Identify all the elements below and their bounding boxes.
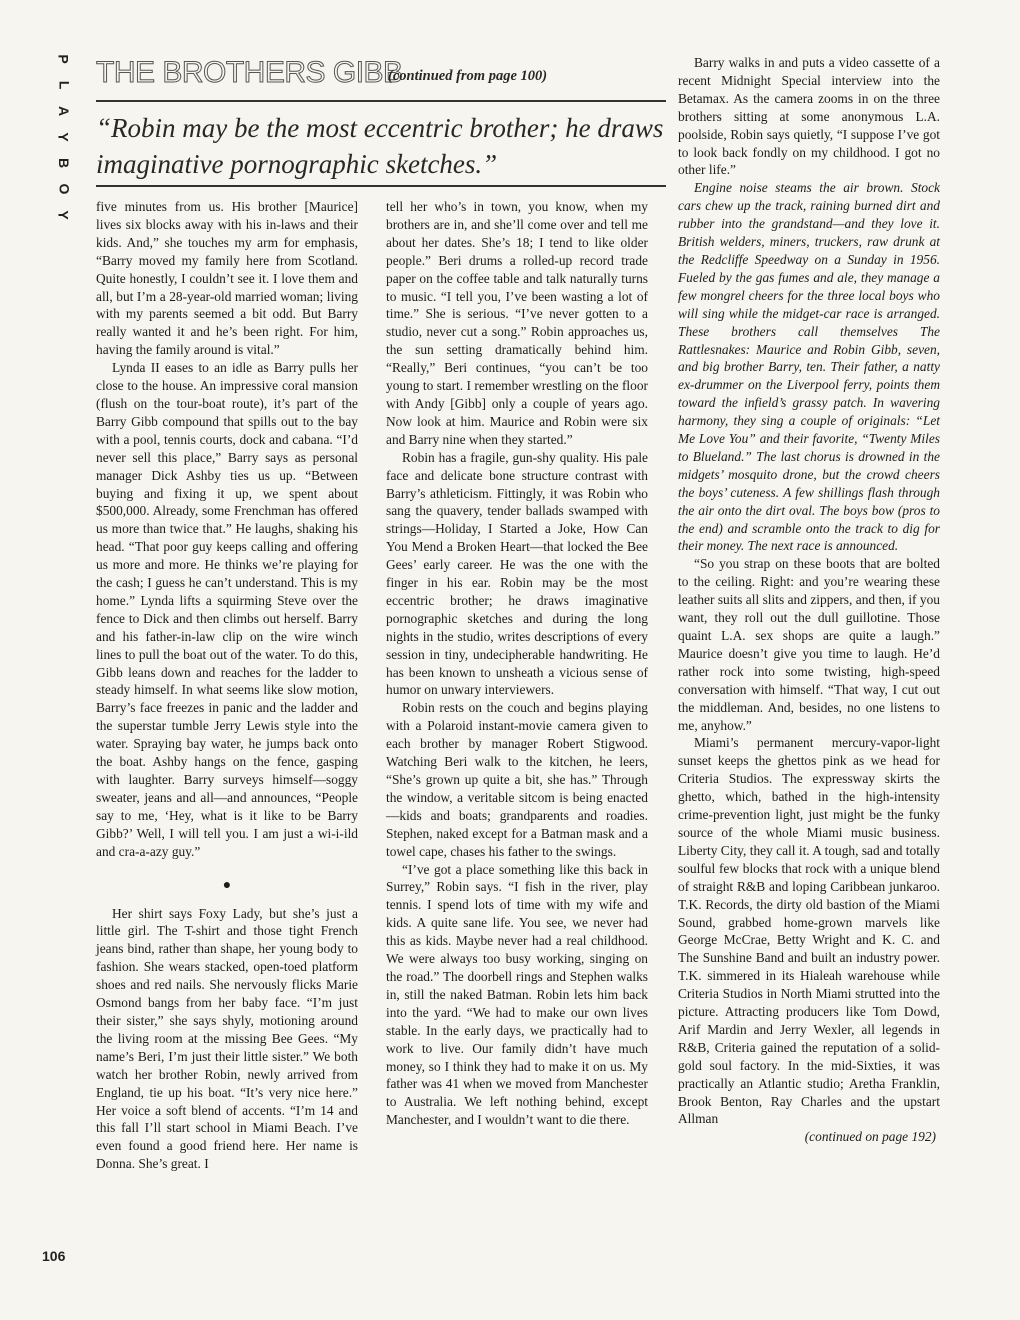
tag-letter: P — [56, 54, 72, 64]
pull-quote: “Robin may be the most eccentric brother; he draws imaginative pornographic sketches.” — [96, 113, 664, 179]
text-column-3 — [678, 54, 940, 1146]
tag-letter: L — [56, 80, 72, 90]
article-series-title: THE BROTHERS GIBB — [96, 56, 403, 89]
paragraph: Robin rests on the couch and begins playing with a Polaroid instant-movie camera given to each brother by manager Robert Stigwood. Watching Beri walk to the kitchen, he leers, “She’s grown up quite a bit, she has.” Through the window, a veritable sitcom is being enacted—kids and boats; grandparents and roadies. Stephen, naked except for a Batman mask and a towel cape, chases his father to the swings. — [386, 700, 648, 859]
vertical-magazine-tag — [54, 46, 74, 228]
paragraph: tell her who’s in town, you know, when my brothers are in, and she’ll come over and tell me about her dates. She’s 18; I tend to like older people.” Beri drums a rolled-up record trade paper on the coffee table and talk naturally turns to music. “I tell you, I’ve been wasting a lot of time.” She is serious. “I’ve never gotten to a studio, never cut a song.” Robin approaches us, the sun setting dramatically behind him. “Really,” Beri continues, “you can’t be too young to start. I remember wrestling on the floor with Andy [Gibb] only a couple of years ago. Now look at him. Maurice and Robin were six and Barry nine when they started.” — [386, 199, 648, 447]
italic-flashback-paragraph: Engine noise steams the air brown. Stock cars chew up the track, raining burned dirt and rubber into the grandstand—and they love it. British welders, miners, truckers, raw drunk at the Redcliffe Speedway on a Sunday in 1956. Fueled by the gas fumes and ale, they manage a few mongrel cheers for the three local boys who will sing while the midget-car race is arranged. These brothers call themselves The Rattlesnakes: Maurice and Robin Gibb, seven, and big brother Barry, ten. Their father, a natty ex-drummer on the Liverpool ferry, points them toward the infield’s grassy patch. In wavering harmony, they sing a couple of originals: “Let Me Love You” and their favorite, “Twenty Miles to Blueland.” The last chorus is drowned in the midgets’ mosquito drone, but the crowd cheers the boys’ cuteness. A few shillings flash through the air onto the dirt oval. The boys bow (pros to the end) and scramble onto the track to dig for their money. The next race is announced. — [678, 180, 940, 554]
tag-letter: Y — [56, 210, 72, 220]
text-column-1 — [96, 198, 358, 1173]
section-break-bullet: ● — [222, 877, 232, 893]
tag-letter: A — [56, 105, 72, 117]
paragraph: Lynda II eases to an idle as Barry pulls her close to the house. An impressive coral mansion (flush on the tour-boat route), it’s part of the Barry Gibb compound that spills out to the bay with a pool, tennis courts, dock and cabana. “I’d never sell this place,” Barry says as personal manager Dick Ashby ties us up. “Between buying and fixing it up, we spent about $500,000. Already, some Frenchman has offered us more than twice that.” He laughs, shaking his head. “That poor guy keeps calling and offering us more and more. He thinks we’re playing for the cash; I guess he can’t understand. This is my home.” Lynda lifts a squirming Steve over the fence to Dick and then climbs out herself. Barry and his father-in-law clip on the wire winch lines to pull the boat out of the water. To do this, Gibb leans down and reaches for the ladder to steady himself. In what seems like slow motion, Barry’s face freezes in panic and the ladder and the superstar tumble Jerry Lewis style into the water. Spraying bay water, he jumps back onto the boat. Ashby hangs on the fence, gasping with laughter. Barry surveys himself—soggy sweater, jeans and all—and announces, “People say to me, ‘Hey, what is it like to be Barry Gibb?’ Well, I will tell you. I am just a wi-i-ild and cra-a-azy guy.” — [96, 360, 358, 859]
paragraph: Miami’s permanent mercury-vapor-light sunset keeps the ghettos pink as we head for Criteria Studios. The expressway skirts the ghetto, which, bathed in the high-intensity crime-prevention light, just might be the funky source of the whole Miami music business. Liberty City, they call it. A tough, sad and totally soulful few blocks that rock with a unique blend of straight R&B and loping Caribbean junkaroo. T.K. Records, the dirty old bastion of the Miami Sound, grabbed home-grown marvels like George McCrae, Betty Wright and K. C. and The Sunshine Band and built an industry power. T.K. simmered in its Hialeah warehouse while Criteria Studios in North Miami strutted into the picture. Attracting producers like Tom Dowd, Arif Mardin and Jerry Wexler, all legends in R&B, Criteria gained the reputation of a solid-gold soul factory. In the mid-Sixties, it was practically an Atlantic studio; Aretha Franklin, Brook Benton, Ray Charles and the upstart Allman — [678, 735, 940, 1127]
paragraph: Barry walks in and puts a video cassette of a recent Midnight Special interview into the Betamax. As the camera zooms in on the three brothers sitting at some anonymous L.A. poolside, Robin says quietly, “I suppose I’ve got to look back fondly on my childhood. I got no other life.” — [678, 55, 940, 178]
header-rule-bottom — [96, 185, 666, 187]
paragraph: Her shirt says Foxy Lady, but she’s just a little girl. The T-shirt and those tight French jeans bind, rather than shape, her young body to fashion. She wears stacked, open-toed platform shoes and red nails. She nervously flicks Marie Osmond bangs from her baby face. “I’m just their sister,” she says shyly, motioning around the living room at the missing Bee Gees. “My name’s Beri, I’m just their little sister.” We both watch her brother Robin, newly arrived from England, tie up his boat. “It’s very nice here.” Her voice a soft blend of accents. “I’m 14 and this fall I’ll start school in Miami Beach. I’ve even found a good friend here. Her name is Donna. She’s great. I — [96, 905, 358, 1172]
tag-letter: O — [55, 183, 72, 195]
continued-from-note: (continued from page 100) — [388, 68, 548, 84]
text-column-2 — [386, 198, 648, 1129]
tag-letter: B — [56, 157, 72, 169]
tag-letter: Y — [56, 132, 72, 142]
continued-on-note: (continued on page 192) — [804, 1129, 936, 1145]
paragraph: Robin has a fragile, gun-shy quality. His pale face and delicate bone structure contrast with Barry’s athleticism. Fittingly, it was Robin who sang the quavery, tender ballads swamped with strings—Holiday, I Started a Joke, How Can You Mend a Broken Heart—that locked the Bee Gees’ early career. He was the one with the finger in his ear. Robin may be the most eccentric brother; he draws imaginative pornographic sketches and during the long nights in the studio, writes descriptions of every session in tiny, undecipherable handwriting. He has been known to unsheath a vicious sense of humor on unwary interviewers. — [386, 449, 648, 698]
header-rule-top — [96, 100, 666, 102]
page-number: 106 — [42, 1248, 66, 1264]
paragraph: five minutes from us. His brother [Maurice] lives six blocks away with his in-laws and their kids. And,” she touches my arm for emphasis, “Barry moved my family here from Scotland. Quite honestly, I couldn’t see it. I love them and all, but I’m a 28-year-old married woman; living with my parents seemed a bit odd. But Barry really wanted it and he’s been right. For him, having the family around is vital.” — [96, 199, 358, 358]
paragraph: “So you strap on these boots that are bolted to the ceiling. Right: and you’re wearing these leather suits all slits and zippers, and then, if you want, they roll out the dull guillotine. Those quaint L.A. sex shops are quite a laugh.” Maurice doesn’t give you time to laugh. He’d rather rock into some twisting, high-speed conversation with himself. “That way, I cut out the middleman. And, besides, no one listens to me, anyhow.” — [678, 556, 940, 733]
paragraph: “I’ve got a place something like this back in Surrey,” Robin says. “I fish in the river, play tennis. I spend lots of time with my wife and kids. A quite sane life. You see, we never had this as kids. Maybe never had a real childhood. We were always too busy working, singing on the road.” The doorbell rings and Stephen walks in, still the naked Batman. Robin lets him back into the yard. “We had to make our own lives stable. In the early days, we practically had to work to live. Our family didn’t have much money, so I think they had to make it on us. My father was 41 when we moved from Manchester to Australia. We left nothing behind, except Manchester, and I wouldn’t want to die there. — [386, 861, 648, 1128]
